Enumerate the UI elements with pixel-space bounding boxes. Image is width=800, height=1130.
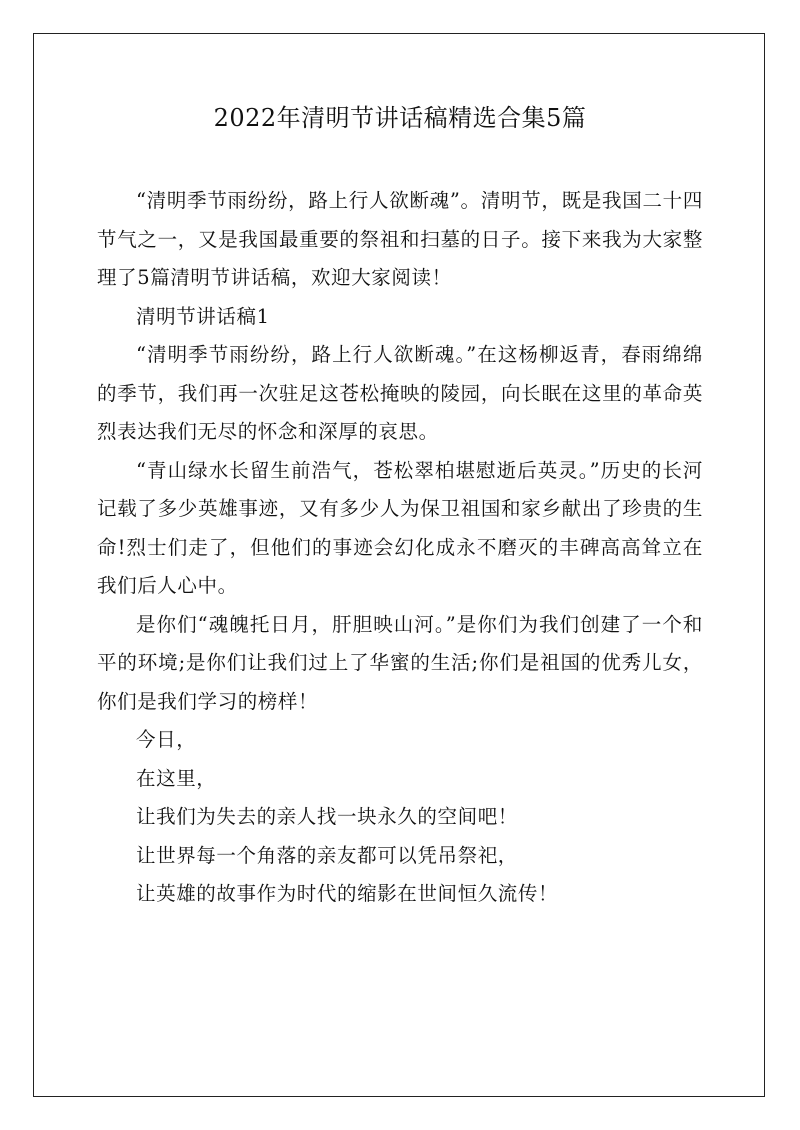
document-title: 2022年清明节讲话稿精选合集5篇 <box>213 104 587 132</box>
body-line: 让我们为失去的亲人找一块永久的空间吧！ <box>136 805 518 828</box>
intro-paragraph: “清明季节雨纷纷，路上行人欲断魂”。清明节，既是我国二十四节气之一，又是我国最重要的祭祖和扫墓的日子。接下来我为大家整理了5篇清明节讲话稿，欢迎大家阅读！ <box>97 189 703 289</box>
body-paragraph: “青山绿水长留生前浩气，苍松翠柏堪慰逝后英灵。”历史的长河记载了多少英雄事迹，又有多少人为保卫祖国和家乡献出了珍贵的生命!烈士们走了，但他们的事迹会幻化成永不磨灭的丰碑高高耸立在我们后人心中。 <box>97 458 703 597</box>
body-line: 让英雄的故事作为时代的缩影在世间恒久流传！ <box>136 882 559 905</box>
document-body <box>97 182 703 914</box>
body-line: 在这里， <box>136 766 217 790</box>
body-paragraph: “清明季节雨纷纷，路上行人欲断魂。”在这杨柳返青，春雨绵绵的季节，我们再一次驻足这苍松掩映的陵园，向长眠在这里的革命英烈表达我们无尽的怀念和深厚的哀思。 <box>97 343 703 443</box>
body-line: 让世界每一个角落的亲友都可以凭吊祭祀， <box>136 843 518 867</box>
section-heading: 清明节讲话稿1 <box>136 304 270 328</box>
body-paragraph: 是你们“魂魄托日月，肝胆映山河。”是你们为我们创建了一个和平的环境;是你们让我们过上了华蜜的生活;你们是祖国的优秀儿女，你们是我们学习的榜样！ <box>97 612 703 713</box>
body-line: 今日， <box>136 728 197 751</box>
